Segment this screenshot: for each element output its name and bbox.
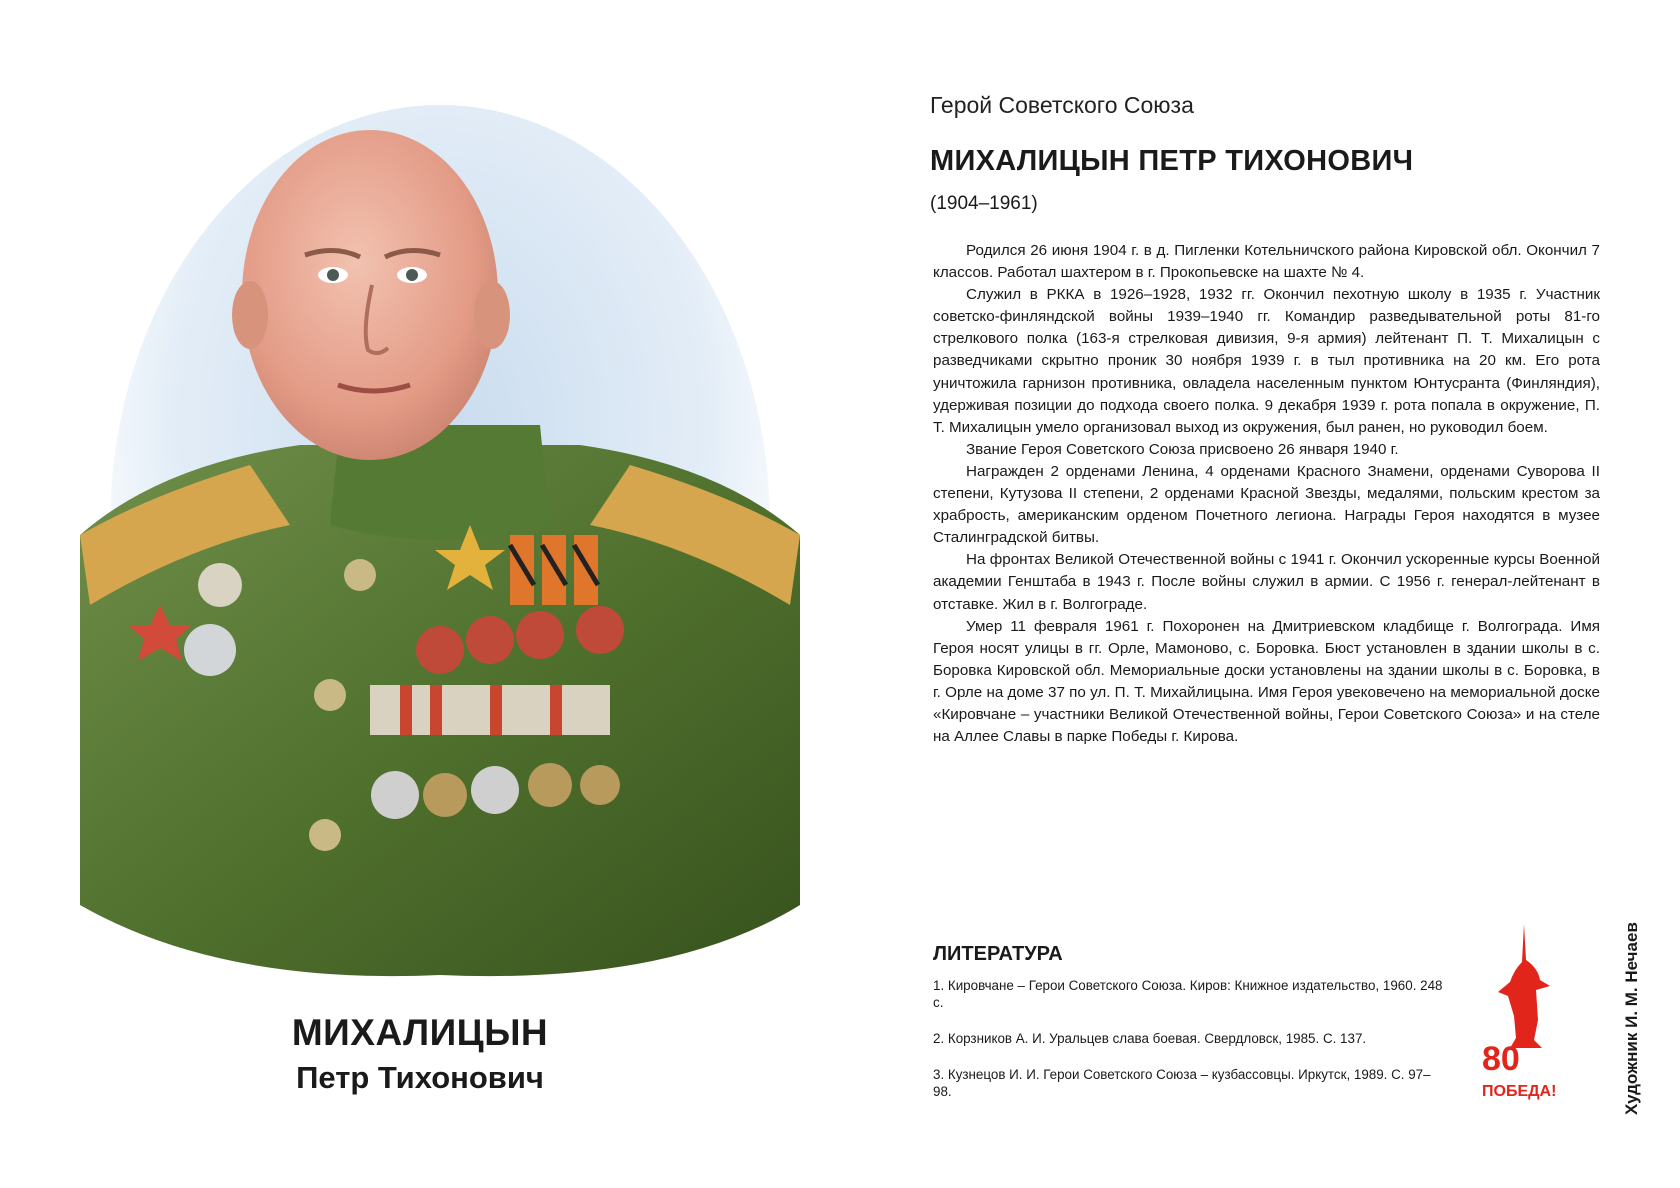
caption-given-names: Петр Тихонович xyxy=(296,1060,544,1095)
literature-heading: ЛИТЕРАТУРА xyxy=(933,943,1063,965)
right-page xyxy=(840,0,1680,1188)
life-years: (1904–1961) xyxy=(930,193,1038,214)
logo-word: ПОБЕДА! xyxy=(1482,1083,1557,1100)
bio-paragraph: Умер 11 февраля 1961 г. Похоронен на Дмитриевском кладбище г. Волгограда. Имя Героя носят улицы в гг. Орле, Мамоново, с. Боровка. Бюст установлен в здании школы в с. Боровка Кировской обл. Мемориальные доски установлены на здании школы в с. Боровка, в г. Орле на доме 37 по ул. П. Т. Михайлицына. Имя Героя увековечено на мемориальной доске «Кировчане – участники Великой Отечественной войны, Герои Советского Союза» и на стеле на Аллее Славы в парке Победы г. Кирова. xyxy=(933,617,1600,746)
bio-paragraph: Родился 26 июня 1904 г. в д. Пигленки Котельничского района Кировской обл. Окончил 7 классов. Работал шахтером в г. Прокопьевске на шахте № 4. xyxy=(933,242,1600,282)
bio-paragraph: Звание Героя Советского Союза присвоено 26 января 1940 г. xyxy=(966,440,1399,458)
caption-surname: МИХАЛИЦЫН xyxy=(291,1012,549,1053)
logo-number: 80 xyxy=(1482,1040,1520,1078)
hero-portrait xyxy=(70,105,810,985)
bio-paragraph: Служил в РККА в 1926–1928, 1932 гг. Окончил пехотную школу в 1935 г. Участник советско-финляндской войны 1939–1940 гг. Командир разведывательной роты 81-го стрелкового полка (163-я стрелковая дивизия, 9-я армия) лейтенант П. Т. Михалицын с разведчиками скрытно проник 30 ноября 1939 г. в тыл противника на 20 км. Его рота уничтожила гарнизон противника, овладела населенным пунктом Юнтусранта (Финляндия), удерживая позиции до подхода своего полка. 9 декабря 1939 г. рота попала в окружение, П. Т. Михалицын умело организовал выход из окружения, был ранен, но руководил боем. xyxy=(933,286,1600,436)
biography xyxy=(933,240,1600,748)
portrait-caption xyxy=(180,1010,660,1100)
literature-item: 3. Кузнецов И. И. Герои Советского Союза – кузбассовцы. Иркутск, 1989. С. 97–98. xyxy=(933,1067,1431,1099)
bio-paragraph: На фронтах Великой Отечественной войны с 1941 г. Окончил ускоренные курсы Военной академии Генштаба в 1943 г. После войны служил в армии. С 1956 г. генерал-лейтенант в отставке. Жил в г. Волгограде. xyxy=(933,551,1600,613)
motherland-statue-icon xyxy=(1498,924,1550,1048)
page-title: МИХАЛИЦЫН ПЕТР ТИХОНОВИЧ xyxy=(930,145,1414,177)
artist-credit: Художник И. М. Нечаев xyxy=(1622,922,1641,1115)
victory-80-logo xyxy=(1480,920,1568,1102)
literature-item: 2. Корзников А. И. Уральцев слава боевая. Свердловск, 1985. С. 137. xyxy=(933,1031,1367,1046)
literature-list xyxy=(933,977,1443,1119)
page-subtitle: Герой Советского Союза xyxy=(930,92,1194,118)
literature-item: 1. Кировчане – Герои Советского Союза. Киров: Книжное издательство, 1960. 248 с. xyxy=(933,978,1443,1010)
bio-paragraph: Награжден 2 орденами Ленина, 4 орденами Красного Знамени, орденами Суворова II степени, Кутузова II степени, 2 орденами Красной Звезды, медалями, польским крестом за храбрость, американским орденом Почетного легиона. Награды Героя находятся в музее Сталинградской битвы. xyxy=(933,462,1600,547)
